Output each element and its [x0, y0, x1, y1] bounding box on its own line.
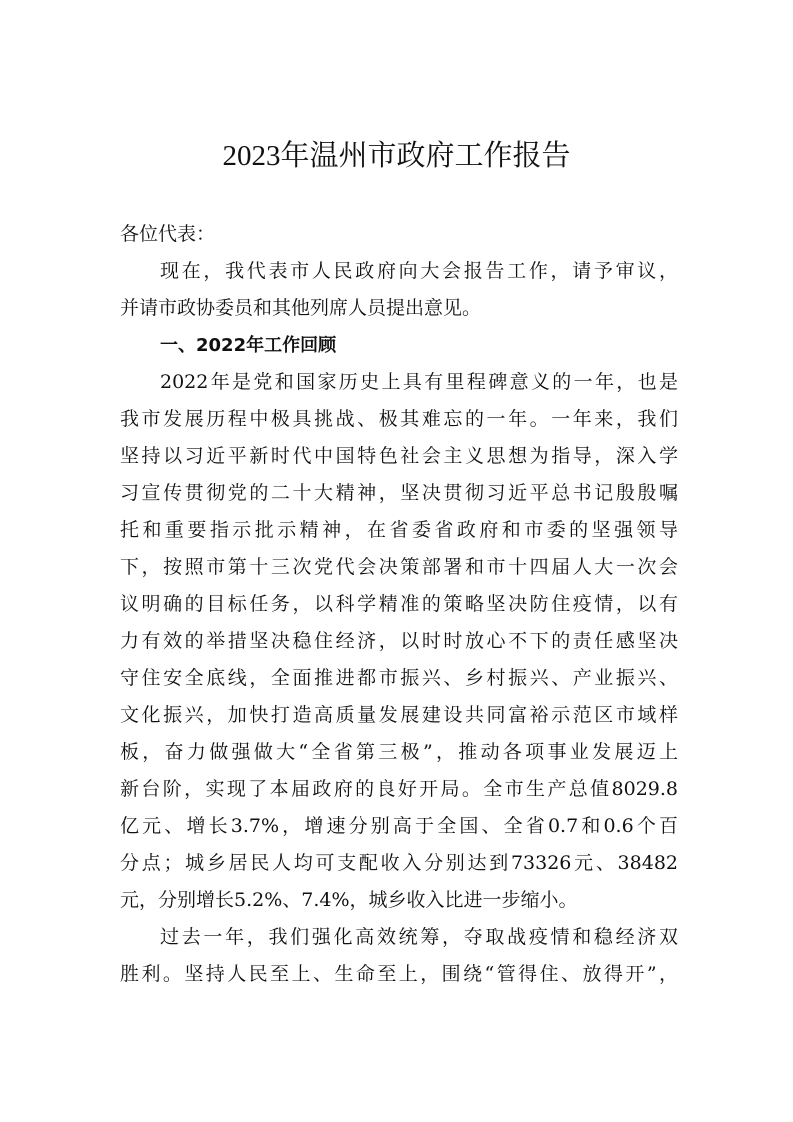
text-line: 过去一年，我们强化高效统筹，夺取战疫情和稳经济双 [160, 926, 678, 948]
text-line: 议明确的目标任务，以科学精准的策略坚决防住疫情，以有 [120, 593, 678, 615]
text-line: 新台阶，实现了本届政府的良好开局。全市生产总值8029.8 [120, 778, 678, 800]
text-line: 守住安全底线，全面推进都市振兴、乡村振兴、产业振兴、 [120, 667, 678, 689]
text-line: 2022年是党和国家历史上具有里程碑意义的一年，也是 [160, 371, 678, 393]
document-title: 2023年温州市政府工作报告 [222, 140, 571, 172]
text-line: 文化振兴，加快打造高质量发展建设共同富裕示范区市域样 [120, 704, 678, 726]
text-line: 并请市政协委员和其他列席人员提出意见。 [120, 297, 482, 319]
text-line: 胜利。坚持人民至上、生命至上，围绕“管得住、放得开”， [120, 963, 678, 985]
paragraph-overview [120, 364, 678, 919]
text-line: 力有效的举措坚决稳住经济，以时时放心不下的责任感坚决 [120, 630, 678, 652]
text-line: 分点；城乡居民人均可支配收入分别达到73326元、38482 [120, 852, 678, 874]
text-line: 坚持以习近平新时代中国特色社会主义思想为指导，深入学 [120, 445, 678, 467]
section-heading: 一、2022年工作回顾 [160, 335, 337, 356]
text-line: 我市发展历程中极具挑战、极其难忘的一年。一年来，我们 [120, 408, 678, 430]
text-line: 习宣传贯彻党的二十大精神，坚决贯彻习近平总书记殷殷嘱 [120, 482, 678, 504]
document-body [120, 216, 678, 993]
text-line: 现在，我代表市人民政府向大会报告工作，请予审议， [160, 260, 678, 282]
text-line: 元，分别增长5.2%、7.4%，城乡收入比进一步缩小。 [120, 889, 578, 911]
text-line: 板，奋力做强做大“全省第三极”，推动各项事业发展迈上 [120, 741, 678, 763]
paragraph-coordination [120, 919, 678, 993]
salutation: 各位代表： [120, 223, 216, 245]
text-line: 托和重要指示批示精神，在省委省政府和市委的坚强领导 [120, 519, 678, 541]
text-line: 下，按照市第十三次党代会决策部署和市十四届人大一次会 [120, 556, 678, 578]
intro-paragraph [120, 253, 678, 327]
text-line: 亿元、增长3.7%，增速分别高于全国、全省0.7和0.6个百 [120, 815, 678, 837]
